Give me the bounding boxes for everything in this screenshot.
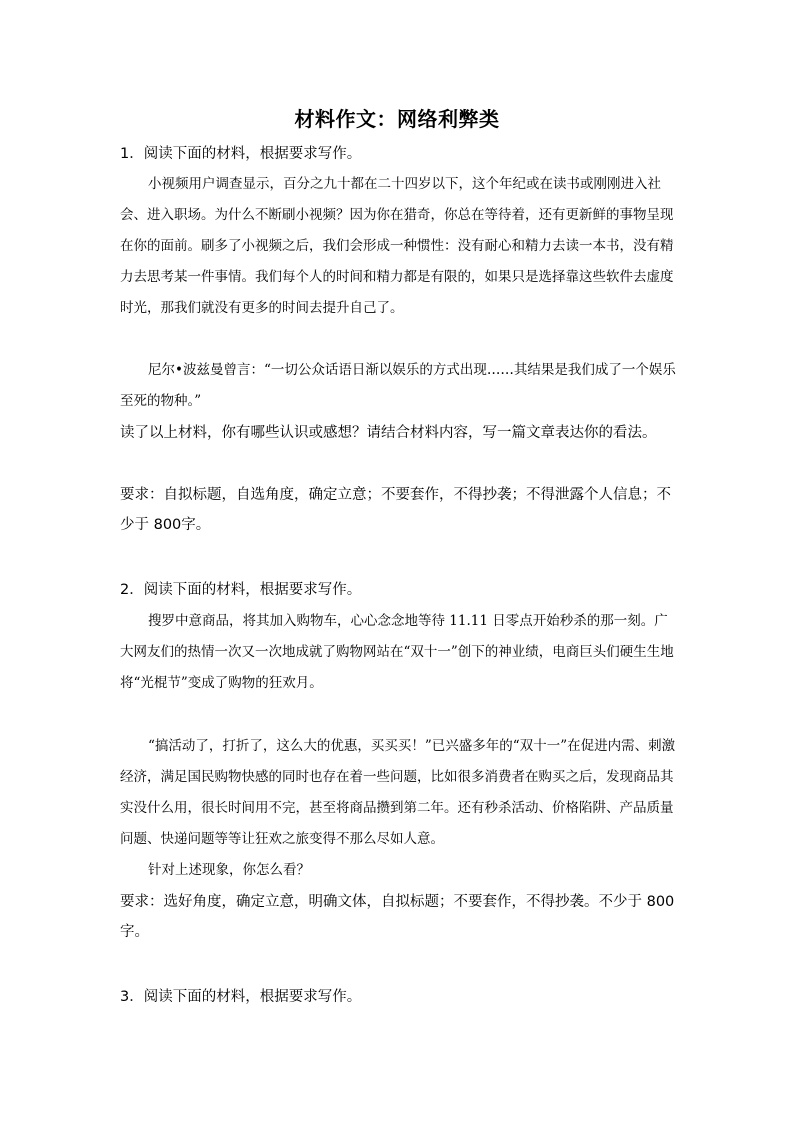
material-paragraph: 尼尔•波兹曼曾言：“一切公众话语日渐以娱乐的方式出现……其结果是我们成了一个娱乐至死的物种。” [120, 362, 676, 409]
question-2-material [120, 606, 680, 699]
question-1-quote [120, 355, 680, 417]
question-2-question [120, 855, 680, 886]
question-2 [120, 580, 680, 600]
question-heading: 2．阅读下面的材料，根据要求写作。 [120, 582, 362, 598]
question-2-material-2 [120, 731, 680, 855]
material-paragraph: 针对上述现象，你怎么看？ [148, 862, 310, 878]
question-heading: 3．阅读下面的材料，根据要求写作。 [120, 989, 362, 1005]
question-1 [120, 144, 680, 164]
question-heading: 1．阅读下面的材料，根据要求写作。 [120, 146, 362, 162]
question-1-requirements [120, 480, 680, 540]
question-1-prompt [120, 418, 680, 448]
writing-prompt: 读了以上材料，你有哪些认识或感想？请结合材料内容，写一篇文章表达你的看法。 [120, 425, 657, 441]
writing-requirements: 要求：自拟标题，自选角度，确定立意；不要套作，不得抄袭；不得泄露个人信息；不少于 800字。 [120, 487, 671, 533]
writing-requirements: 要求：选好角度，确定立意，明确文体，自拟标题；不要套作，不得抄袭。不少于 800 字。 [120, 894, 675, 940]
material-paragraph: 小视频用户调查显示，百分之九十都在二十四岁以下，这个年纪或在读书或刚刚进入社会、进入职场。为什么不断刷小视频？因为你在猎奇，你总在等待着，还有更新鲜的事物呈现在你的面前。刷多了小视频之后，我们会形成一种惯性：没有耐心和精力去读一本书，没有精力去思考某一件事情。我们每个人的时间和精力都是有限的，如果只是选择靠这些软件去虚度时光，那我们就没有更多的时间去提升自己了。 [120, 176, 674, 316]
question-2-requirements [120, 887, 680, 947]
material-paragraph: “搞活动了，打折了，这么大的优惠，买买买！”已兴盛多年的“双十一”在促进内需、刺激经济，满足国民购物快感的同时也存在着一些问题，比如很多消费者在购买之后，发现商品其实没什么用，很长时间用不完，甚至将商品攒到第二年。还有秒杀活动、价格陷阱、产品质量问题、快递问题等等让狂欢之旅变得不那么尽如人意。 [120, 738, 676, 847]
material-paragraph: 搜罗中意商品，将其加入购物车，心心念念地等待 11.11 日零点开始秒杀的那一刻。广大网友们的热情一次又一次地成就了购物网站在“双十一”创下的神业绩，电商巨头们硬生生地将“光棍节”变成了购物的狂欢月。 [120, 613, 674, 691]
question-1-material [120, 169, 680, 324]
question-3 [120, 987, 680, 1007]
document-title: 材料作文：网络利弊类 [294, 107, 500, 131]
